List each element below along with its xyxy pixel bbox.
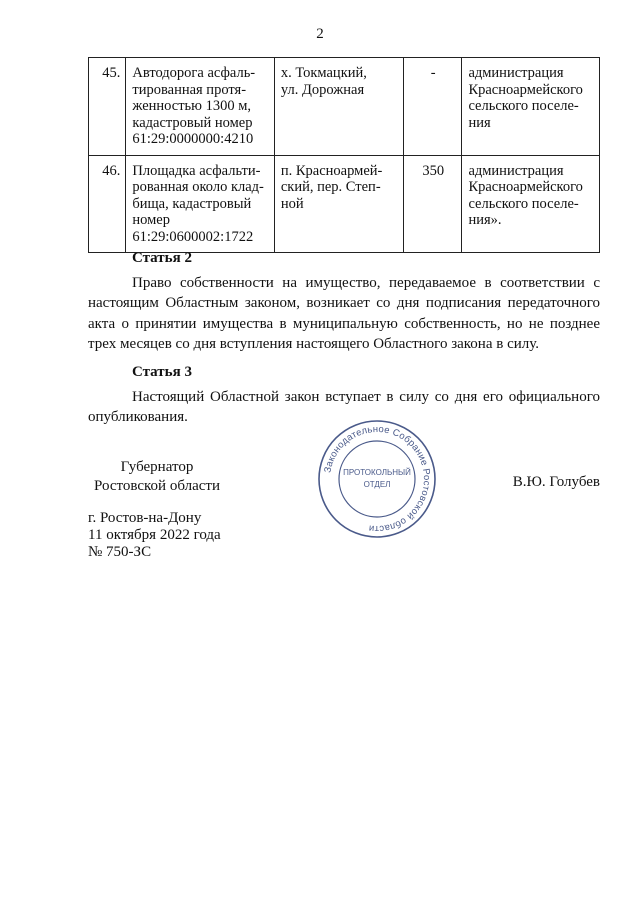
stamp-inner-ring <box>339 441 415 517</box>
object-name: Автодорога асфаль- тированная протя- женностью 1300 м, кадастровый номер 61:29:0000000:4210 <box>126 58 274 156</box>
object-length: - <box>403 58 461 156</box>
article-3-heading: Статья 3 <box>132 364 192 380</box>
property-table <box>88 57 600 253</box>
page-number: 2 <box>316 26 324 42</box>
stamp-inner-line1: ПРОТОКОЛЬНЫЙ <box>343 468 411 477</box>
table-row <box>89 58 600 156</box>
object-name: Площадка асфальти- рованная около клад- бища, кадастровый номер 61:29:0600002:1722 <box>126 155 274 253</box>
object-address: п. Красноармей- ский, пер. Степ- ной <box>274 155 403 253</box>
table-row <box>89 155 600 253</box>
article-3-text: Настоящий Областной закон вступает в силу со дня его официального опубликования. <box>88 389 600 426</box>
official-stamp <box>316 418 438 540</box>
date: 11 октября 2022 года <box>88 527 221 543</box>
city: г. Ростов-на-Дону <box>88 510 202 526</box>
row-number: 46. <box>89 155 126 253</box>
stamp-ring-text: Законодательное Собрание Ростовской области <box>322 423 433 535</box>
row-number: 45. <box>89 58 126 156</box>
law-number: № 750-ЗС <box>88 544 152 560</box>
signatory-title: Губернатор Ростовской области <box>94 459 220 494</box>
signatory-name: В.Ю. Голубев <box>512 474 600 490</box>
object-length: 350 <box>403 155 461 253</box>
article-2-text: Право собственности на имущество, передаваемое в соответствии с настоящим Областным законом, возникает со дня подписания передаточного акта о принятии имущества в муниципальную собственность, но не позднее трех месяцев со дня вступления настоящего Областного закона в силу. <box>88 275 600 353</box>
object-owner: администрация Красноармейского сельского поселе- ния». <box>462 155 600 253</box>
object-address: х. Токмацкий, ул. Дорожная <box>274 58 403 156</box>
place-and-date <box>88 510 221 561</box>
stamp-inner-line2: ОТДЕЛ <box>363 480 391 489</box>
stamp-outer-ring <box>319 421 435 537</box>
object-owner: администрация Красноармейского сельского поселе- ния <box>462 58 600 156</box>
article-2-heading: Статья 2 <box>132 250 192 266</box>
